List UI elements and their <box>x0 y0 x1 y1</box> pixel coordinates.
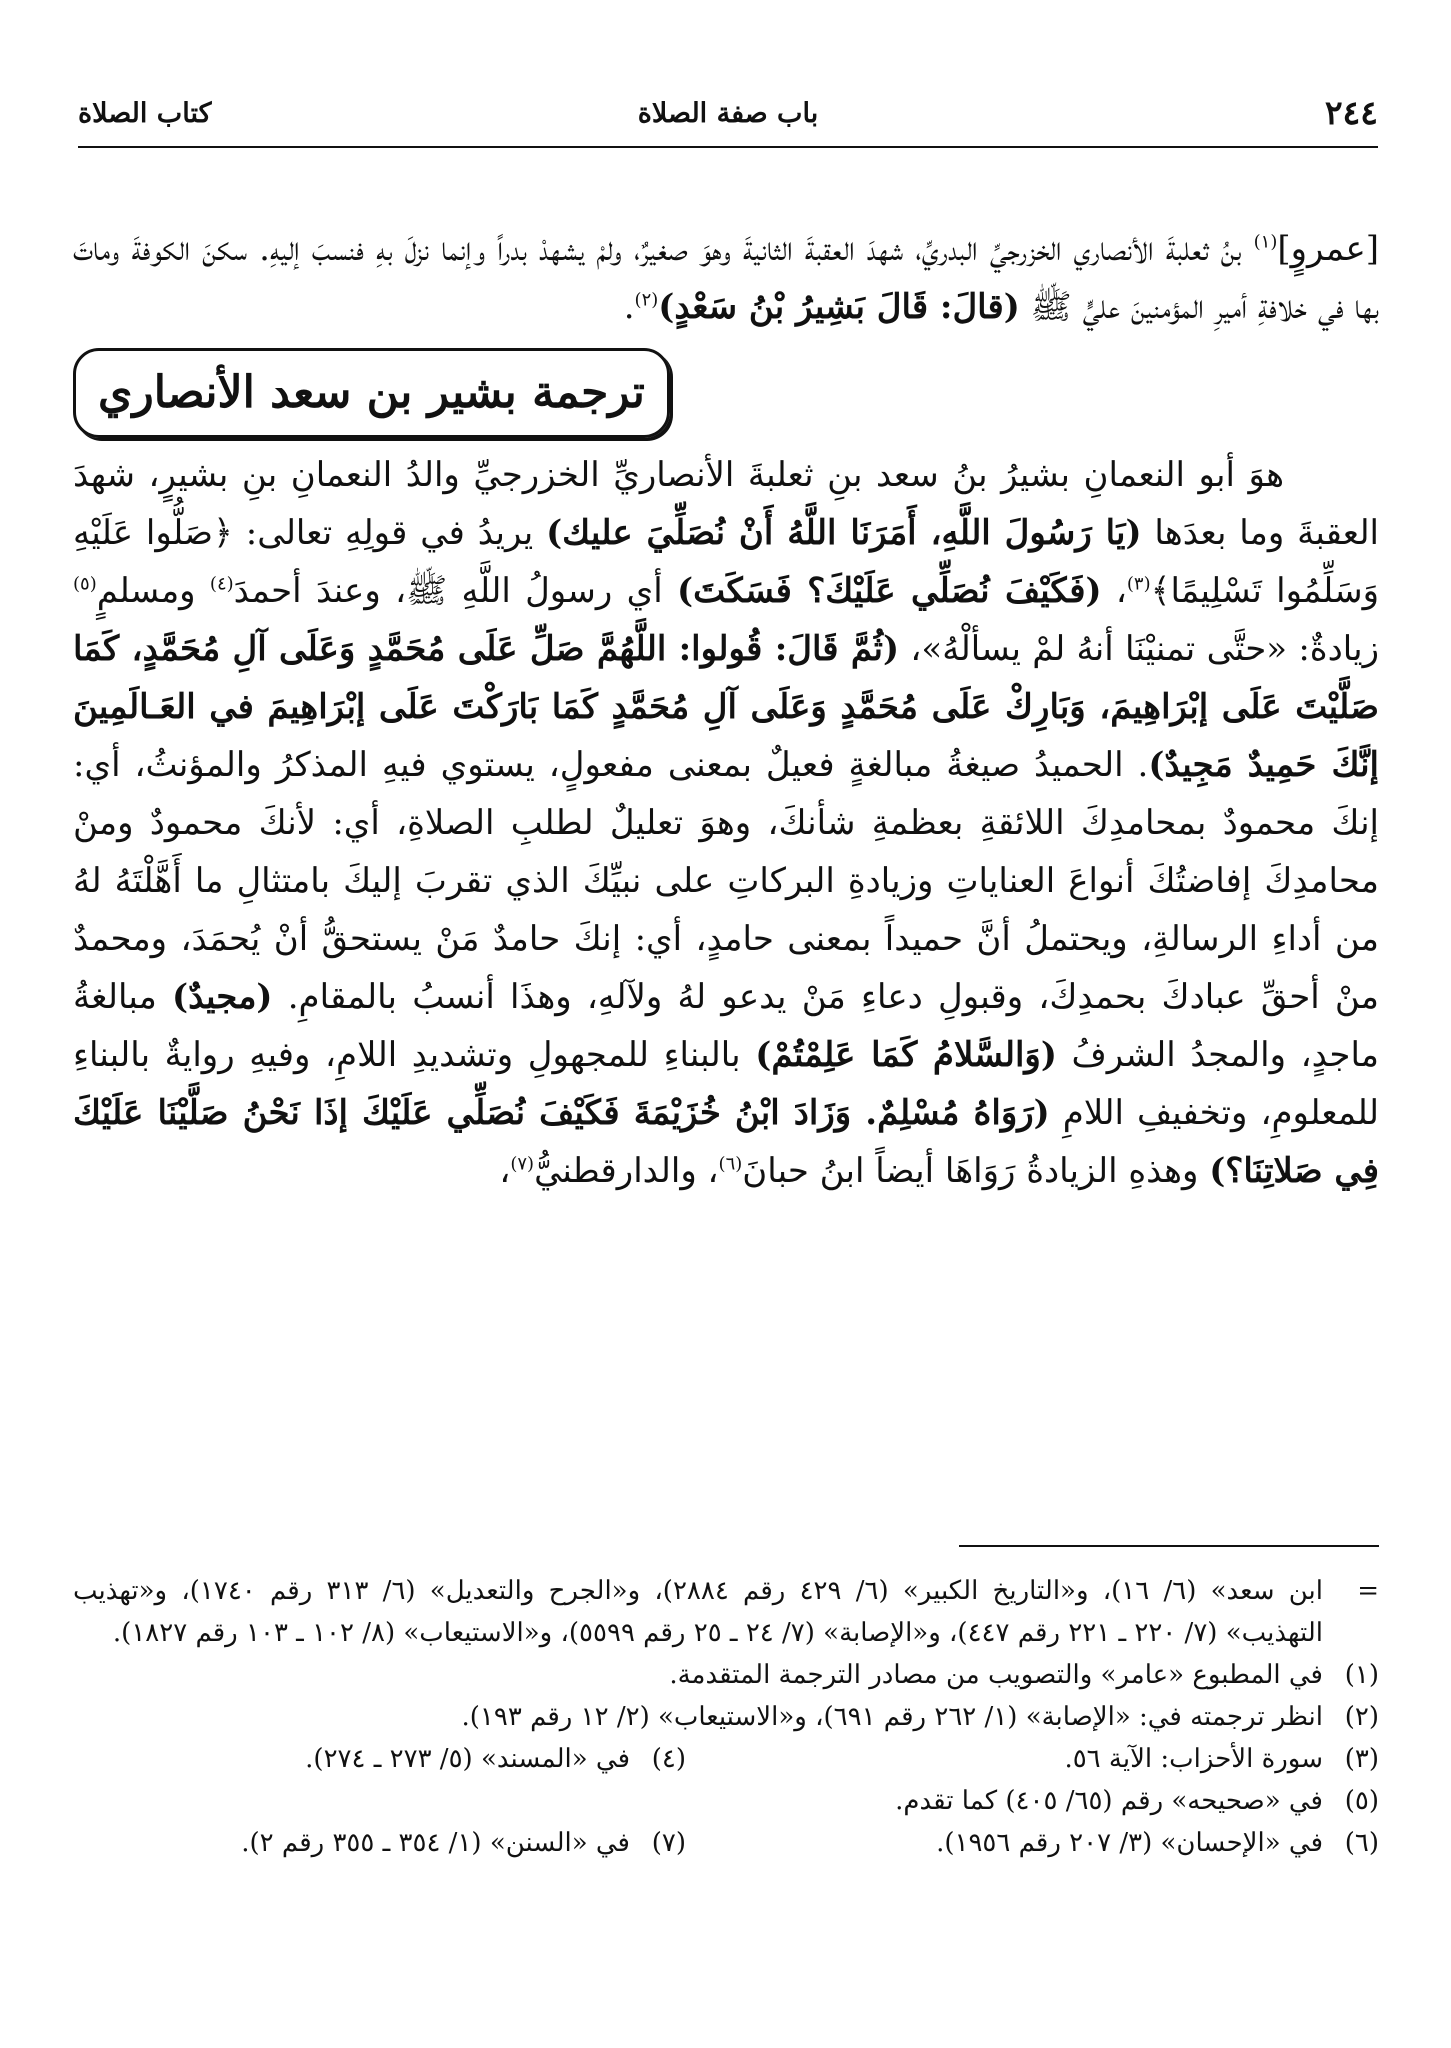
footnote-text: سورة الأحزاب: الآية ٥٦. <box>1064 1744 1323 1774</box>
footnote-number: (٧) <box>651 1828 686 1858</box>
hadith-quote: (رَوَاهُ مُسْلِمٌ. وَزَادَ ابْنُ خُزَيْمَةَ فَكَيْفَ نُصَلِّي عَلَيْكَ إذَا نَحْنُ صَلَّيْنَا عَلَيْكَ فِي صَلاتِنَا؟) <box>73 1093 1379 1191</box>
footnote-text: في «الإحسان» (٣/ ٢٠٧ رقم ١٩٥٦). <box>936 1828 1323 1858</box>
hadith-quote: (فَكَيْفَ نُصَلِّي عَلَيْكَ؟ فَسَكَتَ) <box>677 571 1102 611</box>
footnote-5 <box>73 1780 1379 1822</box>
footnote-row-6-7 <box>73 1822 1379 1864</box>
footnote-divider <box>959 1545 1379 1547</box>
footnote-row-3-4 <box>73 1738 1379 1780</box>
text-run: ، <box>499 1151 511 1191</box>
text-run: زيادةٌ: «حتَّى تمنيْنَا أنهُ لمْ يسألْهُ»، <box>899 629 1379 669</box>
intro-paragraph <box>73 220 1379 336</box>
footnote-text: في «السنن» (١/ ٣٥٤ ـ ٣٥٥ رقم ٢). <box>241 1828 630 1858</box>
text-run: وهذهِ الزيادةُ رَوَاهَا أيضاً ابنُ حبانَ <box>742 1151 1210 1191</box>
continuation-mark: = <box>1357 1576 1379 1606</box>
footnote-number: (٤) <box>651 1744 686 1774</box>
text-run: هوَ أبو النعمانِ بشيرُ بنُ سعد بنِ ثعلبةَ الأنصاريِّ الخزرجيِّ والدُ النعمانِ بنِ بشيرٍ، شهدَ العقبةَ وما بعدَها <box>73 455 1379 553</box>
footnote-number: (١) <box>1344 1660 1379 1690</box>
footnote-text: في «المسند» (٥/ ٢٧٣ ـ ٢٧٤). <box>305 1744 630 1774</box>
heading-container <box>73 348 1379 438</box>
text-run: يريدُ في قولِهِ تعالى: ﴿صَلُّوا عَلَيْهِ وَسَلِّمُوا تَسْلِيمًا﴾ <box>73 513 1380 611</box>
footnote-1 <box>73 1654 1379 1696</box>
footnote-ref: (١) <box>1253 231 1278 253</box>
page-number: ٢٤٤ <box>1324 93 1378 132</box>
text-run: . الحميدُ صيغةُ مبالغةٍ فعيلٌ بمعنى مفعولٍ، يستوي فيهِ المذكرُ والمؤنثُ، أي: إنكَ محمودٌ بمحامدِكَ اللائقةِ بعظمةِ شأنكَ، وهوَ تعليلٌ لطلبِ الصلاةِ، أي: لأنكَ محمودٌ ومنْ محامدِكَ إفاضتُكَ أنواعَ العناياتِ وزيادةِ البركاتِ على نبيِّكَ الذي تقربَ إليكَ بامتثالِ ما أَهَّلْتَهُ لهُ من أداءِ الرسالةِ، ويحتملُ أنَّ حميداً بمعنى حامدٍ، أي: إنكَ حامدٌ مَنْ يستحقُّ أنْ يُحمَدَ، ومحمدٌ منْ أحقِّ عبادكَ بحمدِكَ، وقبولِ دعاءِ مَنْ يدعو لهُ ولآلهِ، وهذَا أنسبُ بالمقامِ. <box>73 745 1379 1017</box>
body-paragraph <box>73 446 1379 1200</box>
text-run: ومسلمٍ <box>96 571 210 611</box>
footnote-continuation <box>73 1570 1379 1654</box>
text-run: أي رسولُ اللَّهِ ﷺ، وعندَ أحمدَ <box>233 571 677 611</box>
footnote-ref: (٦) <box>718 1153 743 1175</box>
page-header <box>78 93 1378 148</box>
footnote-text: انظر ترجمته في: «الإصابة» (١/ ٢٦٢ رقم ٦٩١)، و«الاستيعاب» (٢/ ١٢ رقم ١٩٣). <box>461 1702 1323 1732</box>
main-text <box>73 220 1379 1200</box>
footnote-text: في «صحيحه» رقم (٦٥/ ٤٠٥) كما تقدم. <box>895 1786 1323 1816</box>
footnote-ref: (٧) <box>510 1153 535 1175</box>
footnote-number: (٣) <box>1344 1744 1379 1774</box>
hadith-quote: (وَالسَّلامُ كَمَا عَلِمْتُمْ) <box>755 1035 1057 1075</box>
hadith-quote: (قالَ: قَالَ بَشِيرُ بْنُ سَعْدٍ) <box>658 287 1020 327</box>
footnote-ref: (٢) <box>634 289 659 311</box>
footnote-number: (٢) <box>1344 1702 1379 1732</box>
text-run: بالبناءِ للمجهولِ وتشديدِ اللامِ، وفيهِ روايةٌ بالبناءِ للمعلومِ، وتخفيفِ اللامِ <box>73 1035 1379 1133</box>
footnote-text: ابن سعد» (٦/ ١٦)، و«التاريخ الكبير» (٦/ ٤٢٩ رقم ٢٨٨٤)، و«الجرح والتعديل» (٦/ ٣١٣ رقم ١٧٤٠)، و«تهذيب التهذيب» (٧/ ٢٢٠ ـ ٢٢١ رقم ٤٤٧)، و«الإصابة» (٧/ ٢٤ ـ ٢٥ رقم ٥٥٩٩)، و«الاستيعاب» (٨/ ١٠٢ ـ ١٠٣ رقم ١٨٢٧). <box>73 1576 1323 1648</box>
hadith-quote: (مجيدٌ) <box>172 977 273 1017</box>
text-run: ، <box>1101 571 1127 611</box>
text-run: [عمروٍ] <box>1277 229 1379 269</box>
footnote-number: (٥) <box>1344 1786 1379 1816</box>
footnote-ref: (٣) <box>1126 573 1151 595</box>
footnotes <box>73 1570 1379 1864</box>
footnote-ref: (٤) <box>209 573 234 595</box>
text-run: مبالغةُ ماجدٍ، والمجدُ الشرفُ <box>73 977 1380 1075</box>
footnote-number: (٦) <box>1344 1828 1379 1858</box>
text-run: بنُ ثعلبةَ الأنصاري الخزرجيِّ البدريِّ، شهدَ العقبةَ الثانيةَ وهوَ صغيرٌ، ولمْ يشهدْ بدراً وإنما نزلَ بهِ فنسبَ إليهِ. سكنَ الكوفةَ وماتَ بها في خلافةِ أميرِ المؤمنينَ عليٍّ ﷺ <box>73 229 1379 327</box>
hadith-quote: (ثُمَّ قَالَ: قُولوا: اللَّهُمَّ صَلِّ عَلَى مُحَمَّدٍ وَعَلَى آلِ مُحَمَّدٍ، كَمَا صَلَّيْتَ عَلَى إبْرَاهِيمَ، وَبَارِكْ عَلَى مُحَمَّدٍ وَعَلَى آلِ مُحَمَّدٍ كَمَا بَارَكْتَ عَلَى إبْرَاهِيمَ في العَـالَمِينَ إنَّكَ حَمِيدٌ مَجِيدٌ) <box>73 629 1380 785</box>
footnote-2 <box>73 1696 1379 1738</box>
book-title: كتاب الصلاة <box>78 98 212 129</box>
section-heading: ترجمة بشير بن سعد الأنصاري <box>73 348 670 438</box>
footnote-ref: (٥) <box>73 573 97 595</box>
text-run: . <box>623 287 635 327</box>
text-run: ، والدارقطنيُّ <box>534 1151 719 1191</box>
footnote-text: في المطبوع «عامر» والتصويب من مصادر الترجمة المتقدمة. <box>669 1660 1323 1690</box>
hadith-quote: (يَا رَسُولَ اللَّهِ، أَمَرَنَا اللَّهُ أَنْ نُصَلِّيَ عليك) <box>546 513 1142 553</box>
section-title: باب صفة الصلاة <box>637 98 819 129</box>
